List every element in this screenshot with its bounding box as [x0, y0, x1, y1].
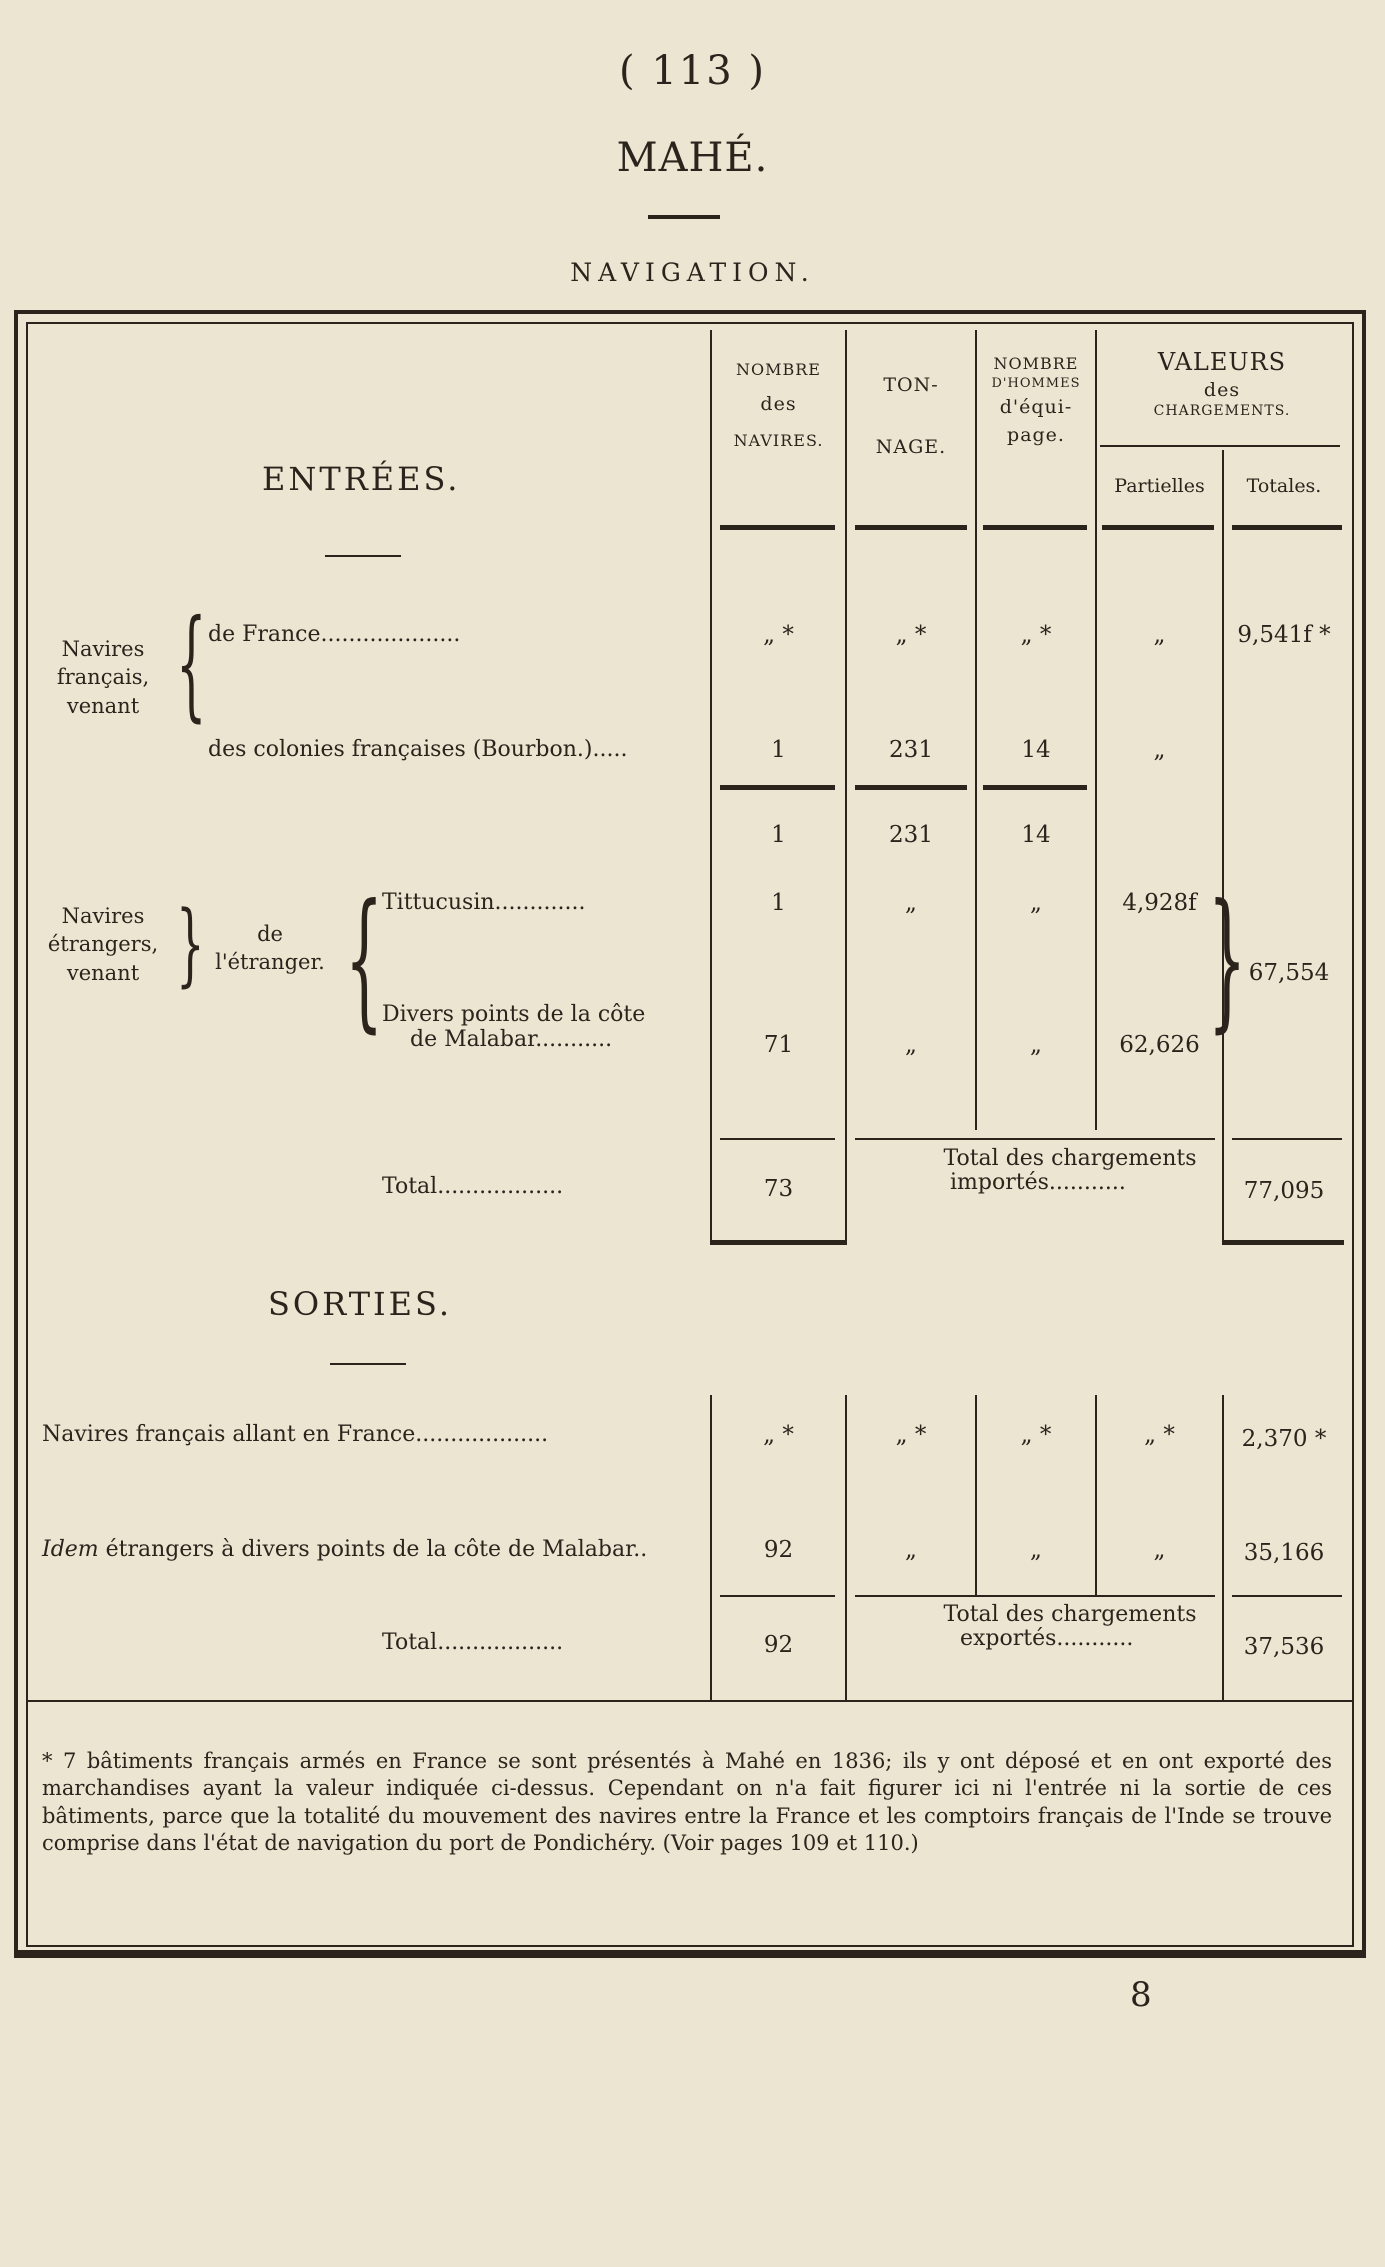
header-valeurs-3: CHARGEMENTS.: [1153, 402, 1291, 419]
sorties-malabar-totales: 35,166: [1243, 1540, 1325, 1566]
header-nombre-navires: [712, 358, 845, 452]
sorties-france-label: Navires français allant en France...................: [42, 1422, 549, 1447]
subtotal-rule-2: [855, 785, 967, 790]
entrees-total-totales: 77,095: [1243, 1178, 1325, 1204]
sorties-total-totales: 37,536: [1243, 1634, 1325, 1660]
entrees-end-rule-2: [1222, 1240, 1344, 1245]
navires-etrangers-label: [38, 902, 168, 987]
row-malabar-partielles: 62,626: [1119, 1032, 1200, 1058]
header-rule-2: [855, 525, 967, 530]
footnote: * 7 bâtiments français armés en France se sont présentés à Mahé en 1836; ils y ont déposé et en ont exporté des marchandises ayant la valeur indiquée ci-dessus. Cependant on n'a fait figurer ici ni l'entrée ni la sortie de ces bâtiments, parce que la totalité du mouvement des navires entre la France et les comptoirs français de l'Inde se trouve comprise dans l'état de navigation du port de Pondichéry. (Voir pages 109 et 110.): [42, 1749, 1332, 1855]
bottom-rule: [14, 1950, 1366, 1958]
entrees-end-rule-1: [710, 1240, 847, 1245]
header-valeurs-2: des: [1203, 378, 1241, 401]
row-colonies-tonnage: 231: [889, 737, 933, 763]
sorties-malabar-label: [42, 1537, 647, 1562]
group2-line2: étrangers,: [47, 932, 159, 957]
subtotal-navires: 1: [771, 822, 786, 848]
header-valeurs-1: VALEURS: [1157, 348, 1287, 376]
header-totales: Totales.: [1246, 475, 1322, 497]
header-rule-3: [983, 525, 1087, 530]
title-rule: [648, 215, 720, 219]
subtotal-rule-1: [720, 785, 835, 790]
brace-etrangers: }: [176, 892, 205, 997]
row-colonies-label: des colonies françaises (Bourbon.).....: [208, 737, 628, 762]
section-sorties: SORTIES.: [268, 1285, 452, 1323]
entrees-total-navires: 73: [763, 1176, 794, 1202]
brace-partielles: }: [1208, 873, 1247, 1047]
col-line-1: [710, 330, 712, 1245]
col-line-2: [845, 330, 847, 1245]
section-entrees: ENTRÉES.: [262, 460, 461, 498]
row-colonies-hommes: 14: [1021, 737, 1051, 763]
sorties-france-navires: „ *: [763, 1422, 794, 1448]
row-malabar-tonnage: „: [905, 1032, 917, 1058]
row-france-tonnage: „ *: [895, 622, 927, 648]
subtotal-rule-3: [983, 785, 1087, 790]
header-hommes-3: d'équi-: [999, 396, 1073, 419]
entrees-charg-1: Total des chargements: [943, 1146, 1197, 1171]
row-colonies-partielles: „: [1153, 737, 1166, 763]
sorties-rule: [330, 1363, 406, 1365]
sorties-malabar-partielles: „: [1153, 1537, 1166, 1563]
de-etranger-2: l'étranger.: [215, 950, 325, 975]
header-hommes-1: NOMBRE: [993, 354, 1079, 373]
group2-line1: Navires: [61, 904, 145, 928]
de-etranger-1: de: [257, 922, 283, 946]
group2-line3: venant: [66, 960, 140, 985]
entrees-total-label: Total..................: [382, 1174, 564, 1199]
header-rule-4: [1102, 525, 1214, 530]
de-etranger-label: [195, 920, 345, 977]
header-nombre-1: NOMBRE: [736, 360, 821, 379]
valeurs-split-rule: [1100, 445, 1340, 447]
row-tittucusin-tonnage: „: [905, 890, 917, 916]
col-line-3: [975, 330, 977, 1130]
row-france-navires: „ *: [763, 622, 794, 648]
row-france-label: de France....................: [208, 622, 461, 647]
row-tittucusin-label: Tittucusin.............: [382, 890, 586, 915]
col-line-5: [1222, 450, 1224, 1245]
header-hommes-4: page.: [1007, 423, 1065, 446]
header-tonnage-2: NAGE.: [875, 435, 947, 458]
row-colonies-navires: 1: [771, 737, 786, 763]
header-tonnage: [847, 372, 975, 461]
sorties-malabar-navires: 92: [763, 1537, 794, 1563]
row-malabar-navires: 71: [763, 1032, 794, 1058]
subtotal-tonnage: 231: [889, 822, 933, 848]
total-rule-navires: [720, 1138, 835, 1140]
sorties-malabar-rest: étrangers à divers points de la côte de Malabar..: [98, 1537, 648, 1562]
header-partielles: Partielles: [1114, 475, 1205, 497]
row-malabar-label-1: Divers points de la côte: [382, 1002, 646, 1027]
sorties-total-rule-2: [855, 1595, 1215, 1597]
sorties-charg-1: Total des chargements: [943, 1602, 1197, 1627]
sorties-total-rule-3: [1232, 1595, 1342, 1597]
header-nombre-2: des: [760, 393, 797, 416]
subtotal-hommes: 14: [1021, 822, 1051, 848]
header-nombre-3: NAVIRES.: [733, 430, 824, 450]
row-tittucusin-hommes: „: [1030, 890, 1042, 916]
group1-line1: Navires: [61, 637, 145, 661]
header-rule-5: [1232, 525, 1342, 530]
row-malabar-hommes: „: [1030, 1032, 1042, 1058]
sorties-malabar-tonnage: „: [905, 1537, 917, 1563]
row-tittucusin-navires: 1: [771, 890, 786, 916]
header-hommes: [977, 352, 1095, 449]
sorties-france-partielles: „ *: [1144, 1422, 1175, 1448]
sorties-total-rule-1: [720, 1595, 835, 1597]
page-subtitle: NAVIGATION.: [570, 258, 815, 287]
page-title: MAHÉ.: [616, 135, 769, 181]
entrees-total-charg: [920, 1147, 1220, 1195]
row-malabar-label: [382, 1002, 645, 1053]
brace-francais: {: [176, 595, 207, 734]
row-malabar-label-2: de Malabar...........: [410, 1027, 613, 1053]
footer-signature-number: 8: [1130, 1975, 1152, 2015]
col-line-4: [1095, 330, 1097, 1130]
page-number: ( 113 ): [619, 48, 766, 94]
navires-francais-label: [38, 635, 168, 720]
entrees-rule: [325, 555, 401, 557]
etranger-totales: 67,554: [1248, 960, 1330, 986]
sorties-charg-2: exportés...........: [960, 1626, 1134, 1652]
group1-line3: venant: [66, 693, 140, 718]
sorties-france-tonnage: „ *: [895, 1422, 927, 1448]
row-france-hommes: „ *: [1020, 622, 1052, 648]
sorties-france-hommes: „ *: [1020, 1422, 1052, 1448]
note-rule: [28, 1700, 1352, 1702]
sorties-total-navires: 92: [763, 1632, 794, 1658]
sorties-france-totales: 2,370 *: [1241, 1426, 1327, 1452]
header-tonnage-1: TON-: [883, 374, 939, 396]
brace-etranger-dest: {: [345, 873, 384, 1047]
table-inner-frame: [26, 322, 1354, 1947]
sorties-total-charg: [920, 1603, 1220, 1651]
group1-line2: français,: [56, 665, 150, 690]
sorties-malabar-idem: Idem: [42, 1537, 99, 1562]
row-tittucusin-partielles: 4,928f: [1122, 890, 1197, 916]
sorties-malabar-hommes: „: [1030, 1537, 1042, 1563]
sorties-total-label: Total..................: [382, 1630, 564, 1655]
row-france-partielles: „: [1153, 622, 1166, 648]
total-rule-totales: [1232, 1138, 1342, 1140]
header-hommes-2: D'HOMMES: [991, 376, 1081, 392]
header-valeurs: [1097, 345, 1347, 421]
total-rule-charg: [855, 1138, 1215, 1140]
entrees-charg-2: importés...........: [950, 1170, 1126, 1196]
header-rule-1: [720, 525, 835, 530]
row-france-totales: 9,541f *: [1237, 622, 1331, 648]
